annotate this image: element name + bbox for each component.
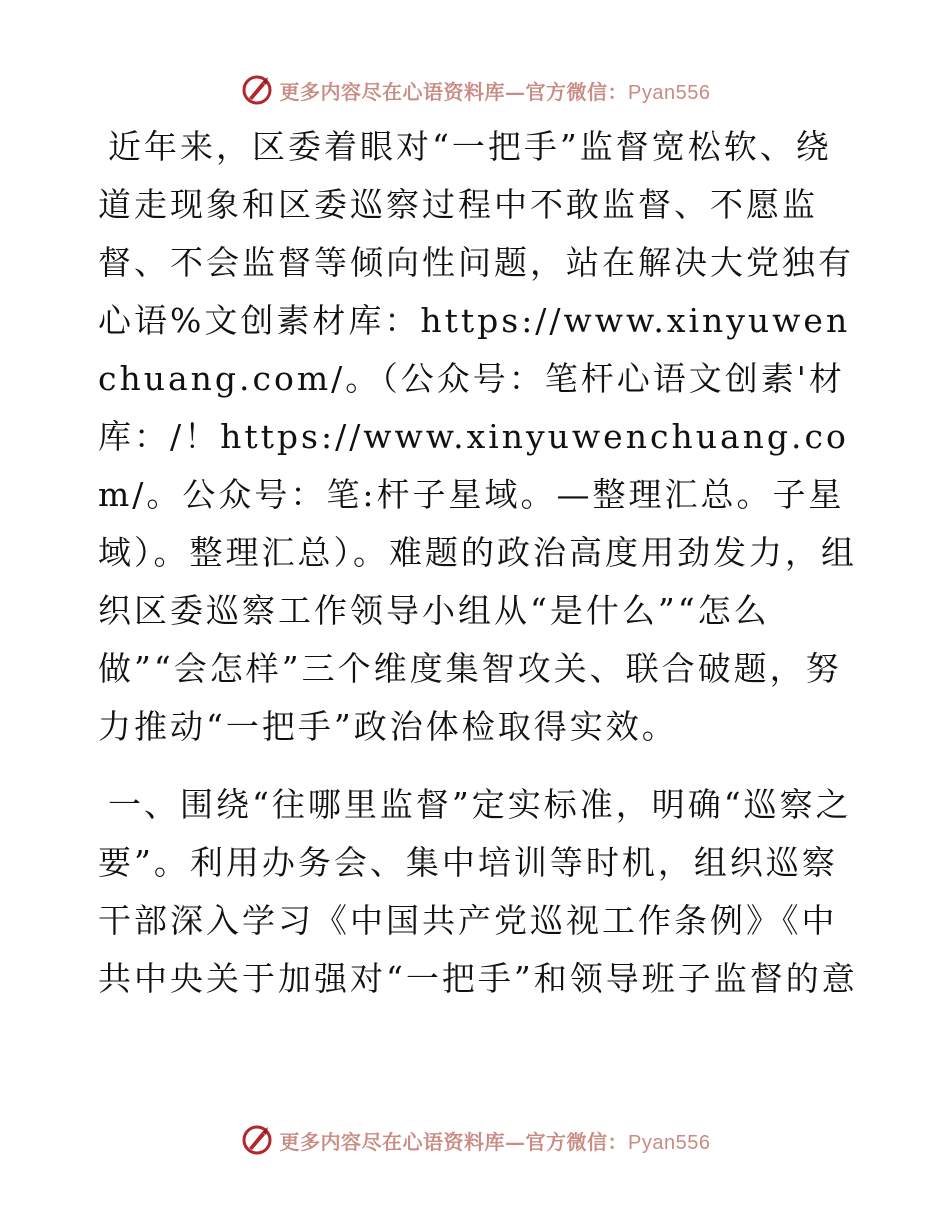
quill-pen-circle-icon: [240, 73, 274, 107]
footer-banner: [0, 1120, 950, 1160]
footer-wechat-id: Pyan556: [628, 1131, 711, 1154]
footer-banner-text: [280, 1126, 711, 1155]
header-banner-text: [280, 76, 711, 105]
footer-banner-label: 更多内容尽在心语资料库—官方微信：: [279, 1129, 629, 1154]
paragraph-1-text: 近年来，区委着眼对“一把手”监督宽松软、绕道走现象和区委巡察过程中不敢监督、不愿监督、不会监督等倾向性问题，站在解决大党独有心语%文创素材库：https://www.xinyuwenchuang.com/。（公众号：笔杆心语文创素'材库：/！https://www.xinyuwenchuang.com/。公众号：笔:杆子星域。—整理汇总。子星域）。整理汇总）。难题的政治高度用劲发力，组织区委巡察工作领导小组从“是什么”“怎么做”“会怎样”三个维度集智攻关、联合破题，努力推动“一把手”政治体检取得实效。: [98, 127, 857, 746]
paragraph-2: [98, 776, 858, 1008]
document-body: [98, 118, 858, 1008]
paragraph-1: [98, 118, 858, 756]
header-banner-inner: [240, 73, 711, 107]
quill-pen-circle-icon: [240, 1123, 274, 1157]
footer-banner-inner: [240, 1123, 711, 1157]
header-banner-label: 更多内容尽在心语资料库—官方微信：: [279, 79, 629, 104]
header-wechat-id: Pyan556: [628, 81, 711, 104]
header-banner: [0, 70, 950, 110]
paragraph-2-text: 一、围绕“往哪里监督”定实标准，明确“巡察之要”。利用办务会、集中培训等时机，组织巡察干部深入学习《中国共产党巡视工作条例》《中共中央关于加强对“一把手”和领导班子监督的意: [98, 785, 858, 998]
